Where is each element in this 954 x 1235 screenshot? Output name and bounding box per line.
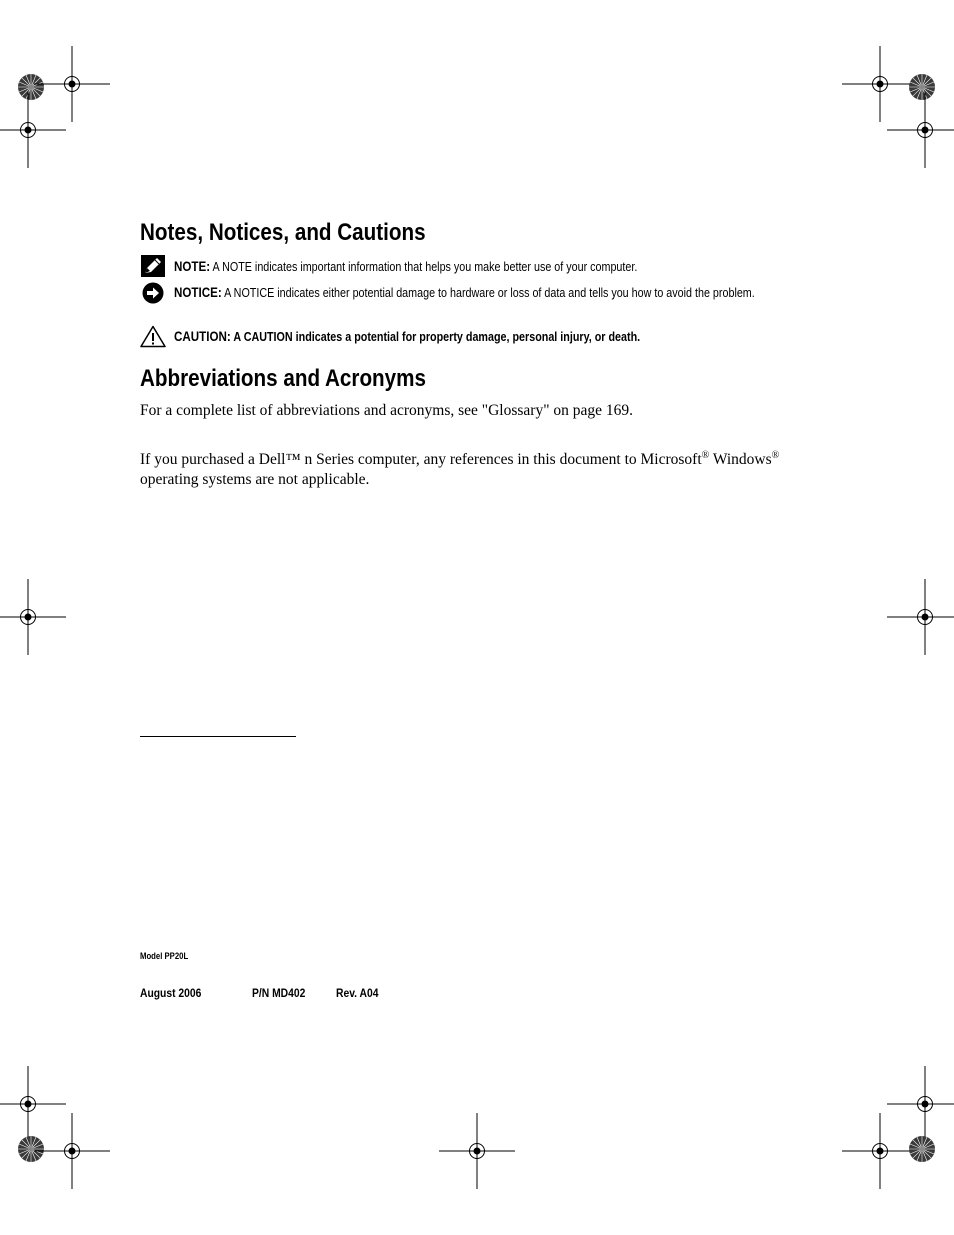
dell-note-text-2: Windows (709, 451, 772, 468)
caution-text: A CAUTION indicates a potential for property damage, personal injury, or death. (230, 330, 641, 344)
dell-note-text-3: operating systems are not applicable. (140, 471, 370, 488)
notice-label: NOTICE: (174, 285, 222, 300)
caution-label: CAUTION: (174, 329, 231, 344)
registered-mark-1: ® (701, 449, 710, 461)
abbreviations-paragraph: For a complete list of abbreviations and acronyms, see "Glossary" on page 169. (140, 402, 634, 419)
note-label: NOTE: (174, 259, 211, 274)
dell-n-series-paragraph (140, 450, 800, 490)
note-text: A NOTE indicates important information that helps you make better use of your computer. (210, 260, 638, 274)
model-number: Model PP20L (140, 951, 189, 961)
registered-mark-2: ® (771, 449, 780, 461)
arrow-circle-notice-icon (142, 282, 164, 304)
notice-paragraph (174, 284, 845, 302)
notice-text: A NOTICE indicates either potential damage to hardware or loss of data and tells you how to avoid the problem. (221, 286, 755, 300)
note-paragraph (174, 258, 793, 276)
dell-note-text-1: If you purchased a Dell™ n Series computer, any references in this document to Microsoft (140, 451, 702, 468)
part-number: P/N MD402 (252, 986, 306, 1000)
notes-notices-cautions-heading: Notes, Notices, and Cautions (140, 219, 426, 246)
pencil-note-icon (141, 255, 165, 277)
warning-triangle-icon (140, 325, 166, 348)
footnote-divider (140, 736, 296, 737)
caution-paragraph (174, 328, 793, 346)
revision: Rev. A04 (336, 986, 379, 1000)
abbreviations-acronyms-heading: Abbreviations and Acronyms (140, 365, 426, 392)
publication-date: August 2006 (140, 986, 202, 1000)
